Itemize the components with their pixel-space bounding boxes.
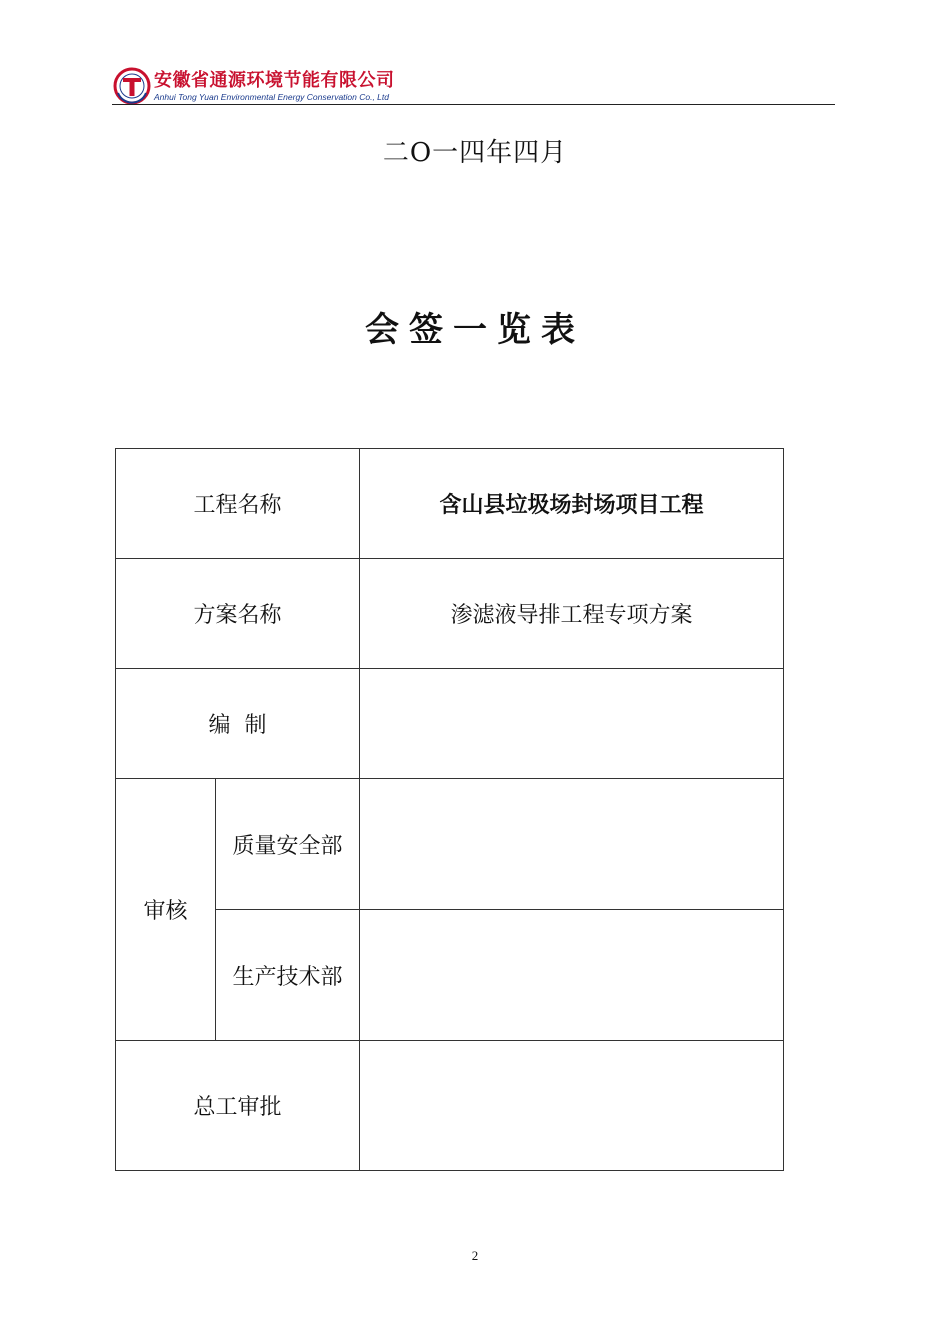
project-name-value: 含山县垃圾场封场项目工程 bbox=[360, 449, 784, 559]
page-header bbox=[112, 64, 835, 108]
table-row-review-production bbox=[116, 910, 784, 1041]
signoff-table bbox=[115, 448, 784, 1171]
header-divider bbox=[112, 104, 835, 105]
review-label: 审核 bbox=[116, 779, 216, 1041]
table-row-project bbox=[116, 449, 784, 559]
company-name-en: Anhui Tong Yuan Environmental Energy Conservation Co., Ltd bbox=[154, 92, 389, 102]
company-logo bbox=[112, 66, 152, 106]
approval-signature-cell bbox=[360, 1041, 784, 1171]
company-name-cn: 安徽省通源环境节能有限公司 bbox=[154, 70, 395, 91]
table-row-compile bbox=[116, 669, 784, 779]
quality-safety-signature-cell bbox=[360, 779, 784, 910]
review-dept-production-tech: 生产技术部 bbox=[216, 910, 360, 1041]
table-row-approve bbox=[116, 1041, 784, 1171]
project-name-label: 工程名称 bbox=[116, 449, 360, 559]
review-dept-quality-safety: 质量安全部 bbox=[216, 779, 360, 910]
compile-signature-cell bbox=[360, 669, 784, 779]
production-tech-signature-cell bbox=[360, 910, 784, 1041]
plan-name-value: 渗滤液导排工程专项方案 bbox=[360, 559, 784, 669]
page-number: 2 bbox=[471, 1248, 479, 1263]
page-title: 会签一览表 bbox=[365, 310, 585, 350]
table-row-review-quality bbox=[116, 779, 784, 910]
plan-name-label: 方案名称 bbox=[116, 559, 360, 669]
chief-engineer-approval-label: 总工审批 bbox=[116, 1041, 360, 1171]
compile-label: 编 制 bbox=[116, 669, 360, 779]
document-date: 二O一四年四月 bbox=[382, 138, 568, 168]
table-row-plan bbox=[116, 559, 784, 669]
